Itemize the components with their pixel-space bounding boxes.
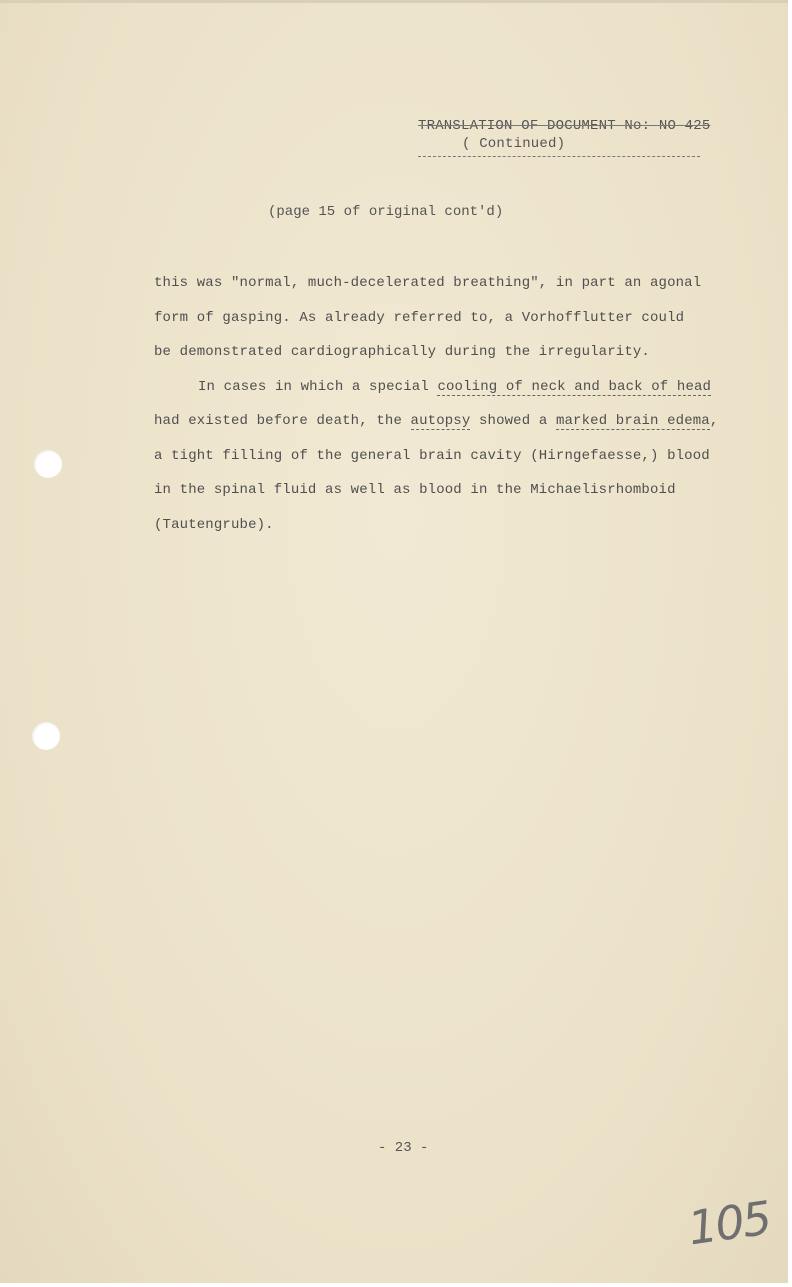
punch-hole-upper xyxy=(34,450,62,478)
underlined-autopsy: autopsy xyxy=(410,413,471,429)
underlined-cooling-phrase: cooling of neck and back of head xyxy=(437,378,712,395)
underlined-brain-edema: marked brain edema xyxy=(555,413,710,429)
paragraph-1-line-2: form of gasping. As already referred to, a Vorhofflutter could xyxy=(154,309,685,326)
p2-l2-text-e: , xyxy=(709,413,719,429)
document-header xyxy=(418,118,711,157)
header-title: TRANSLATION OF DOCUMENT No: NO-425 xyxy=(418,118,711,134)
paragraph-2-line-3: a tight filling of the general brain cavity (Hirngefaesse,) blood xyxy=(154,447,710,464)
paragraph-2-line-1 xyxy=(154,370,714,405)
header-subtitle: ( Continued) xyxy=(418,136,700,157)
paragraph-1-line-1: this was "normal, much-decelerated breathing", in part an agonal xyxy=(154,275,702,291)
page-right-edge xyxy=(788,0,792,1287)
paragraph-2-line-5: (Tautengrube). xyxy=(154,516,274,533)
paragraph-2-line-2 xyxy=(154,404,719,439)
paragraph-1-line-3: be demonstrated cardiographically during the irregularity. xyxy=(154,344,650,360)
paragraph-2-line-4: in the spinal fluid as well as blood in the Michaelisrhomboid xyxy=(154,482,676,498)
page-number: - 23 - xyxy=(378,1140,429,1156)
page-top-edge xyxy=(0,0,792,3)
handwritten-page-number: 105 xyxy=(684,1190,774,1256)
body-text xyxy=(154,266,719,542)
page-reference: (page 15 of original cont'd) xyxy=(268,204,504,220)
page-bottom-edge xyxy=(0,1283,792,1287)
p2-l2-text-c: showed a xyxy=(470,413,556,429)
p2-l1-text: In cases in which a special xyxy=(198,378,438,395)
p2-l2-text-a: had existed before death, the xyxy=(154,413,411,429)
punch-hole-lower xyxy=(32,722,60,750)
